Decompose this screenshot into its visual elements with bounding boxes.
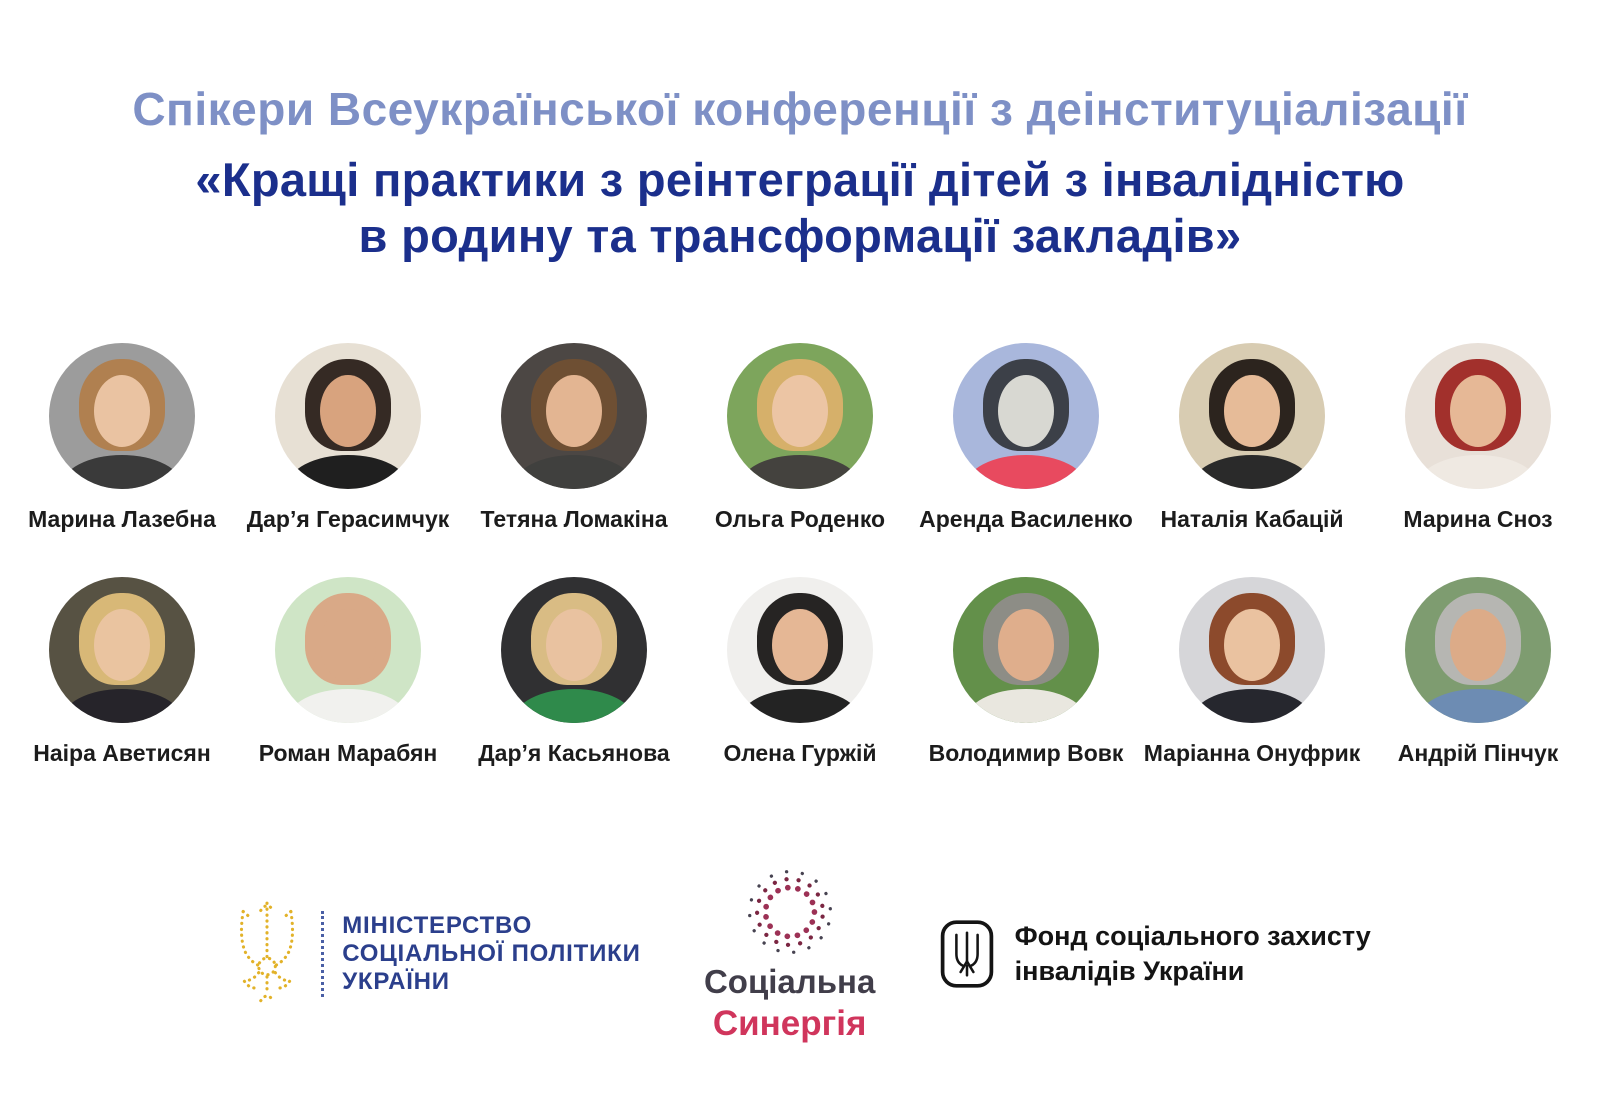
speaker-photo xyxy=(953,343,1099,489)
avatar-face xyxy=(1224,375,1280,447)
avatar-face xyxy=(772,375,828,447)
speaker-card xyxy=(9,577,235,767)
avatar-shoulders xyxy=(1417,689,1539,723)
avatar-shoulders xyxy=(513,455,635,489)
speaker-card xyxy=(687,343,913,533)
speaker-name: Володимир Вовк xyxy=(928,739,1124,766)
trident-badge-icon xyxy=(939,919,995,989)
social-synergy-logo xyxy=(695,865,885,1044)
speaker-card xyxy=(461,577,687,767)
poster-title: Спікери Всеукраїнської конференції з деінституціалізації xyxy=(132,83,1468,135)
speakers-row-1 xyxy=(0,343,1600,533)
partner-logos xyxy=(0,865,1600,1044)
speaker-photo xyxy=(501,577,647,723)
speaker-card xyxy=(687,577,913,767)
avatar-face xyxy=(320,609,376,681)
synergy-logo-text-line2: Синергія xyxy=(712,1003,867,1043)
social-protection-fund-logo xyxy=(939,919,1371,990)
speaker-card xyxy=(1139,343,1365,533)
speaker-name: Маріанна Онуфрик xyxy=(1143,739,1361,766)
speaker-name: Дар’я Герасимчук xyxy=(246,505,450,532)
speaker-name: Марина Сноз xyxy=(1403,505,1553,532)
title-block xyxy=(0,0,1600,265)
speaker-name: Олена Гуржій xyxy=(723,739,877,766)
avatar-shoulders xyxy=(965,689,1087,723)
speaker-photo xyxy=(953,577,1099,723)
speaker-name: Наіра Аветисян xyxy=(33,739,211,766)
ministry-text-line3: УКРАЇНИ xyxy=(342,968,450,996)
synergy-logo-text-line1: Соціальна xyxy=(703,962,876,1000)
speaker-photo xyxy=(275,577,421,723)
speaker-card xyxy=(461,343,687,533)
poster-subtitle-line1: «Кращі практики з реінтеграції дітей з інвалідністю xyxy=(195,153,1405,206)
avatar-shoulders xyxy=(1191,689,1313,723)
dotted-circle-icon xyxy=(743,865,837,959)
speaker-name: Наталія Кабацій xyxy=(1160,505,1344,532)
ministry-text-line1: МІНІСТЕРСТВО xyxy=(342,911,533,939)
speaker-photo xyxy=(501,343,647,489)
avatar-shoulders xyxy=(513,689,635,723)
avatar-face xyxy=(1450,609,1506,681)
avatar-shoulders xyxy=(739,689,861,723)
ministry-of-social-policy-logo xyxy=(229,898,640,1010)
avatar-shoulders xyxy=(1417,455,1539,489)
avatar-shoulders xyxy=(287,689,409,723)
speaker-photo xyxy=(1405,343,1551,489)
avatar-face xyxy=(772,609,828,681)
avatar-shoulders xyxy=(1191,455,1313,489)
speaker-name: Ольга Роденко xyxy=(714,505,886,532)
avatar-face xyxy=(1224,609,1280,681)
speaker-name: Роман Марабян xyxy=(258,739,438,766)
avatar-face xyxy=(546,375,602,447)
speaker-photo xyxy=(727,343,873,489)
speaker-card xyxy=(1365,577,1591,767)
speaker-card xyxy=(1365,343,1591,533)
speaker-name: Андрій Пінчук xyxy=(1397,739,1559,766)
speaker-card xyxy=(235,343,461,533)
speaker-name: Дар’я Касьянова xyxy=(478,739,670,766)
speaker-photo xyxy=(275,343,421,489)
speaker-name: Тетяна Ломакіна xyxy=(480,505,668,532)
logo-divider xyxy=(321,911,324,997)
avatar-face xyxy=(998,375,1054,447)
ministry-logo-text xyxy=(342,912,640,997)
speaker-card xyxy=(9,343,235,533)
speaker-photo xyxy=(1405,577,1551,723)
speakers-row-2 xyxy=(0,577,1600,767)
poster-subtitle-line2: в родину та трансформації закладів» xyxy=(358,209,1242,263)
speaker-photo xyxy=(49,343,195,489)
speaker-name: Марина Лазебна xyxy=(28,505,216,532)
fund-logo-text xyxy=(1015,919,1371,990)
avatar-face xyxy=(998,609,1054,681)
avatar-shoulders xyxy=(965,455,1087,489)
speaker-name: Аренда Василенко xyxy=(919,505,1133,532)
avatar-face xyxy=(1450,375,1506,447)
avatar-shoulders xyxy=(61,689,183,723)
avatar-shoulders xyxy=(61,455,183,489)
speaker-photo xyxy=(1179,577,1325,723)
speaker-card xyxy=(1139,577,1365,767)
speaker-photo xyxy=(49,577,195,723)
avatar-face xyxy=(546,609,602,681)
avatar-shoulders xyxy=(287,455,409,489)
ministry-text-line2: СОЦІАЛЬНОЇ ПОЛІТИКИ xyxy=(342,940,641,968)
avatar-face xyxy=(94,609,150,681)
avatar-face xyxy=(94,375,150,447)
speaker-card xyxy=(913,343,1139,533)
speaker-card xyxy=(913,577,1139,767)
fund-text-line2: інвалідів України xyxy=(1014,956,1245,987)
avatar-face xyxy=(320,375,376,447)
speaker-photo xyxy=(1179,343,1325,489)
fund-text-line1: Фонд соціального захисту xyxy=(1014,920,1371,951)
ukraine-trident-icon-dotted xyxy=(229,898,305,1010)
speaker-card xyxy=(235,577,461,767)
avatar-shoulders xyxy=(739,455,861,489)
speaker-photo xyxy=(727,577,873,723)
